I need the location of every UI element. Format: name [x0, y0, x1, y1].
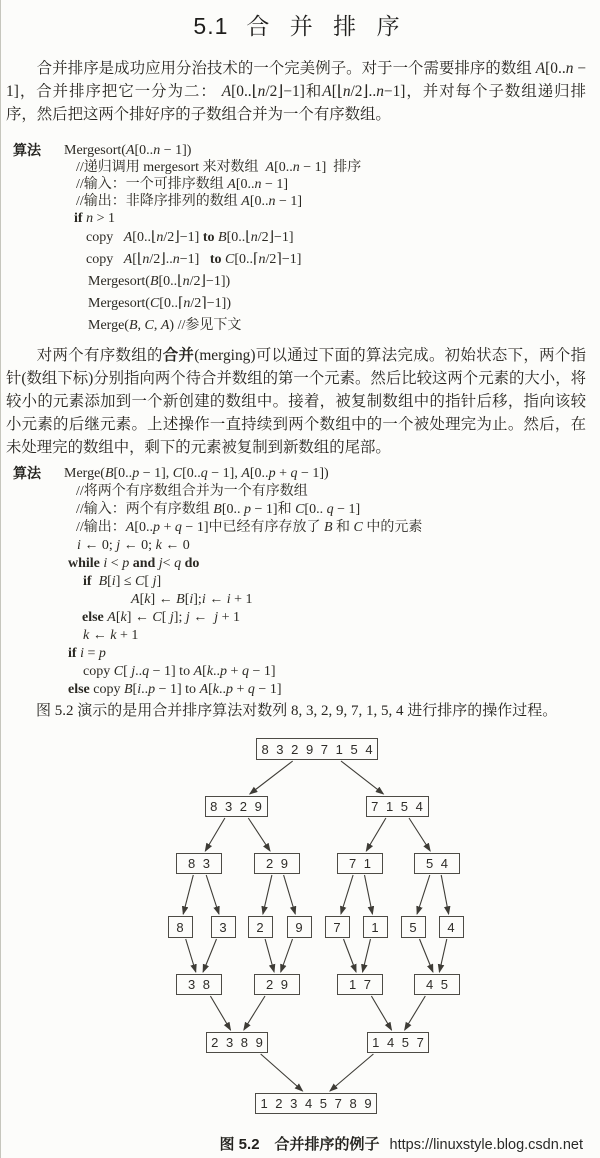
tree-edge-arrow	[365, 875, 373, 914]
paragraph-merging-description	[6, 344, 586, 459]
section-name: 合 并 排 序	[246, 13, 407, 39]
text-segment: [	[184, 592, 190, 607]
text-segment: B	[128, 318, 138, 333]
text-segment: +	[160, 520, 175, 535]
text-segment: p	[122, 556, 130, 571]
text-segment: Mergesort(	[88, 296, 150, 311]
text-segment: ];	[173, 610, 186, 625]
text-segment: [	[202, 664, 207, 679]
text-segment: A	[107, 610, 116, 625]
pseudocode-line	[0, 193, 600, 210]
tree-edge-arrow	[405, 996, 426, 1030]
tree-edge-arrow	[210, 996, 230, 1030]
tree-edge-arrow	[250, 761, 293, 794]
text-segment: A	[123, 252, 133, 267]
text-segment: [	[139, 592, 145, 607]
text-segment: n	[292, 160, 300, 175]
text-segment: p	[132, 466, 140, 481]
text-segment: n	[257, 83, 266, 100]
text-segment: B	[123, 682, 133, 697]
text-segment: =	[83, 646, 99, 661]
text-segment: A	[227, 177, 236, 192]
text-segment: /2⌉−1])	[190, 296, 231, 311]
text-segment: 合并	[162, 347, 195, 364]
section-number: 5.1	[193, 13, 229, 39]
text-segment: ←	[205, 592, 227, 607]
text-segment: p	[226, 682, 234, 697]
text-segment: j	[152, 574, 157, 589]
text-segment: n	[258, 252, 266, 267]
text-segment: copy	[93, 682, 124, 697]
tree-node: 1 4 5 7	[367, 1032, 429, 1053]
text-segment: − 1]	[248, 664, 276, 679]
text-segment: i	[111, 574, 116, 589]
text-segment: [0..	[134, 143, 154, 158]
text-segment: [0..⌈	[159, 296, 184, 311]
algorithm-mergesort-code	[0, 142, 600, 337]
text-segment: q	[174, 520, 182, 535]
text-segment: to	[209, 252, 225, 267]
text-segment: A	[193, 664, 203, 679]
text-segment: A	[123, 230, 133, 245]
text-segment: A	[160, 318, 170, 333]
text-segment: − 1]	[254, 682, 282, 697]
text-segment: [0..	[134, 520, 154, 535]
text-segment: 和	[332, 520, 354, 535]
text-segment: i	[80, 646, 84, 661]
algorithm-label: 算法	[13, 142, 41, 158]
tree-edge-arrow	[366, 818, 386, 851]
text-segment: n	[172, 252, 180, 267]
text-segment: − 1])	[297, 466, 329, 481]
tree-edge-arrow	[261, 1054, 303, 1091]
text-segment: − 1],	[207, 466, 242, 481]
text-segment: <	[162, 556, 175, 571]
text-segment: [0..⌊	[231, 83, 258, 100]
text-segment: −1]，并对每个子数组递归排序，然后把这两个排好序的子数组合并为一个有序数组。	[6, 83, 586, 123]
text-segment: ← 0;	[120, 538, 156, 553]
pseudocode-line	[0, 519, 600, 537]
text-segment: C	[113, 664, 124, 679]
pseudocode-line	[0, 210, 600, 227]
text-segment: Merge(	[88, 318, 129, 333]
pseudocode-line	[0, 271, 600, 293]
text-segment: [⌊	[132, 252, 143, 267]
pseudocode-line	[0, 293, 600, 315]
text-segment: ,	[153, 318, 161, 333]
text-segment: p	[268, 466, 276, 481]
text-segment: [0..	[304, 502, 327, 517]
text-segment: − 1] to	[155, 682, 200, 697]
text-segment: C	[144, 318, 154, 333]
pseudocode-line	[0, 681, 600, 699]
text-segment: q	[326, 502, 334, 517]
text-segment: [0..⌈	[234, 252, 259, 267]
tree-node: 1 7	[337, 974, 383, 995]
text-segment: i	[226, 592, 231, 607]
text-segment: ←	[189, 610, 215, 625]
text-segment: A	[241, 466, 250, 481]
algorithm-mergesort-block	[0, 142, 600, 337]
tree-node: 2	[248, 916, 273, 938]
text-segment: C	[225, 252, 235, 267]
text-segment: ] ≤	[115, 574, 136, 589]
text-segment: [0..	[249, 466, 269, 481]
tree-node: 5 4	[414, 853, 460, 874]
text-segment: ..	[213, 664, 221, 679]
text-segment: ,	[137, 318, 145, 333]
tree-edge-arrow	[439, 939, 446, 972]
text-segment: [0..⌊	[226, 230, 251, 245]
text-segment: − 1]和	[251, 502, 296, 517]
figure-caption-url: https://linuxstyle.blog.csdn.net	[389, 1137, 583, 1153]
tree-node: 1	[363, 916, 388, 938]
text-segment: −1]	[179, 252, 210, 267]
text-segment: //将两个有序数组合并为一个有序数组	[76, 484, 308, 499]
text-segment: copy	[86, 230, 124, 245]
text-segment: [	[144, 574, 153, 589]
tree-node: 7 1	[337, 853, 383, 874]
text-segment: /2⌉−1]	[265, 252, 302, 267]
tree-edge-arrow	[265, 939, 274, 972]
text-segment: − 1]	[261, 177, 289, 192]
text-segment: Merge(	[64, 466, 105, 481]
text-segment: p	[148, 682, 156, 697]
text-segment: [⌊	[331, 83, 343, 100]
pseudocode-line	[0, 501, 600, 519]
text-segment: n	[86, 211, 94, 226]
text-segment: q	[241, 664, 249, 679]
pseudocode-line	[0, 537, 600, 555]
pseudocode-line	[0, 663, 600, 681]
paragraph-figure-intro	[6, 700, 594, 723]
text-segment: i	[103, 556, 108, 571]
tree-node: 2 9	[254, 853, 300, 874]
text-segment: [	[208, 682, 213, 697]
tree-node: 8 3 2 9	[205, 796, 268, 817]
text-segment: A	[322, 83, 332, 100]
tree-edge-arrow	[244, 996, 265, 1030]
text-segment: B	[149, 274, 159, 289]
text-segment: 对两个有序数组的	[36, 347, 163, 364]
text-segment: B	[104, 466, 114, 481]
tree-edge-arrow	[417, 875, 430, 914]
pseudocode-line	[0, 142, 600, 159]
text-segment: 合并排序是成功应用分治技术的一个完美例子。对于一个需要排序的数组	[36, 60, 536, 77]
text-segment: j	[185, 610, 190, 625]
tree-edge-arrow	[248, 818, 270, 851]
text-segment: //递归调用 mergesort 来对数组	[76, 160, 266, 175]
text-segment: j	[158, 556, 163, 571]
tree-edge-arrow	[363, 939, 371, 972]
text-segment: [0..	[545, 60, 566, 77]
tree-edge-arrow	[284, 875, 296, 914]
text-segment: n	[565, 60, 574, 77]
tree-node: 2 3 8 9	[206, 1032, 268, 1053]
text-segment: n	[153, 143, 161, 158]
text-segment: [0..	[113, 466, 133, 481]
tree-edge-arrow	[281, 939, 293, 972]
text-segment: q	[174, 556, 182, 571]
tree-edge-arrow	[441, 875, 448, 914]
text-segment: n	[142, 252, 150, 267]
text-segment: else	[82, 610, 108, 625]
text-segment: [0..	[182, 466, 201, 481]
text-segment: k	[206, 664, 214, 679]
tree-node: 3	[211, 916, 236, 938]
text-segment: copy	[83, 664, 114, 679]
text-segment: q	[200, 466, 208, 481]
text-segment: C	[152, 610, 162, 625]
text-segment: B	[213, 502, 222, 517]
text-segment: ..	[219, 682, 227, 697]
algorithm-merge-block	[0, 465, 600, 699]
tree-edge-arrow	[341, 761, 383, 794]
pseudocode-line	[0, 227, 600, 249]
tree-edge-arrow	[371, 996, 391, 1030]
text-segment: [0..⌊	[158, 274, 183, 289]
text-segment: k	[83, 628, 90, 643]
text-segment: and	[132, 556, 159, 571]
text-segment: [0..	[274, 160, 293, 175]
text-segment: k	[155, 538, 162, 553]
text-segment: ..	[141, 682, 149, 697]
tree-node: 8 3 2 9 7 1 5 4	[256, 738, 378, 760]
tree-edge-arrow	[341, 875, 353, 914]
tree-node: 4 5	[414, 974, 460, 995]
tree-edge-arrow	[205, 818, 225, 851]
pseudocode-line	[0, 555, 600, 573]
algorithm-merge-code	[0, 465, 600, 699]
text-segment: [	[115, 610, 121, 625]
text-segment: A	[221, 83, 232, 100]
text-segment: − 1]，合并排序把它一分为二：	[6, 60, 586, 100]
text-segment: ) //参见下文	[169, 318, 242, 333]
text-segment: C	[295, 502, 305, 517]
text-segment: [0..⌊	[132, 230, 157, 245]
text-segment: q	[247, 682, 255, 697]
figure-caption	[220, 1133, 583, 1154]
text-segment: C	[353, 520, 363, 535]
pseudocode-line	[0, 159, 600, 176]
text-segment: Mergesort(	[88, 274, 150, 289]
pseudocode-line	[0, 591, 600, 609]
tree-edge-arrow	[330, 1054, 373, 1091]
text-segment: A	[265, 160, 275, 175]
tree-edge-arrow	[206, 875, 219, 914]
text-segment: /2⌋−1])	[189, 274, 231, 289]
text-segment: A	[131, 592, 140, 607]
tree-edge-arrow	[344, 939, 357, 972]
text-segment: while	[68, 556, 104, 571]
pseudocode-line	[0, 645, 600, 663]
text-segment: +	[275, 466, 291, 481]
paragraph-mergesort-intro	[6, 57, 586, 126]
text-segment: + 1	[230, 592, 253, 607]
tree-node: 2 9	[254, 974, 300, 995]
pseudocode-line	[0, 315, 600, 337]
tree-node: 7	[325, 916, 350, 938]
algorithm-label: 算法	[13, 465, 41, 481]
text-segment: //输入：两个有序数组	[76, 502, 214, 517]
text-segment: ] ←	[126, 610, 153, 625]
text-segment: +	[227, 664, 242, 679]
tree-edge-arrow	[420, 939, 433, 972]
text-segment: n	[254, 177, 262, 192]
text-segment: B	[323, 520, 333, 535]
text-segment: Mergesort(	[64, 143, 126, 158]
text-segment: 中的元素	[362, 520, 423, 535]
tree-node: 8 3	[176, 853, 222, 874]
text-segment: do	[184, 556, 200, 571]
text-segment: j	[116, 538, 121, 553]
text-segment: + 1	[218, 610, 241, 625]
text-segment: if	[74, 211, 87, 226]
text-segment: k	[120, 610, 127, 625]
tree-node: 9	[287, 916, 312, 938]
section-title	[0, 8, 600, 41]
pseudocode-line	[0, 176, 600, 193]
text-segment: A	[199, 682, 209, 697]
text-segment: n	[182, 274, 190, 289]
text-segment: p	[153, 520, 161, 535]
text-segment: − 1],	[139, 466, 173, 481]
text-segment: /2⌋−1]和	[265, 83, 323, 100]
text-segment: //输出：	[76, 520, 126, 535]
text-segment: q	[290, 466, 298, 481]
text-segment: [	[123, 664, 132, 679]
text-segment: + 1	[116, 628, 139, 643]
text-segment: − 1])	[160, 143, 192, 158]
tree-edge-arrow	[263, 875, 272, 914]
text-segment: //输出：非降序排列的数组	[76, 194, 242, 209]
text-segment: C	[172, 466, 183, 481]
text-segment: n	[268, 194, 276, 209]
text-segment: A	[535, 60, 546, 77]
text-segment: B	[98, 574, 108, 589]
text-segment: +	[233, 682, 248, 697]
text-segment: [0..	[249, 194, 269, 209]
text-segment: j	[131, 664, 136, 679]
text-segment: if	[83, 574, 99, 589]
pseudocode-line	[0, 483, 600, 501]
text-segment: if	[68, 646, 81, 661]
text-segment: j	[214, 610, 219, 625]
pseudocode-line	[0, 573, 600, 591]
text-segment: q	[142, 664, 150, 679]
text-segment: B	[176, 592, 185, 607]
text-segment: p	[220, 664, 228, 679]
tree-node: 4	[439, 916, 464, 938]
text-segment: n	[156, 230, 164, 245]
text-segment: ←	[89, 628, 111, 643]
tree-edge-arrow	[183, 875, 193, 914]
text-segment: [	[107, 574, 112, 589]
text-segment: j	[169, 610, 174, 625]
text-segment: − 1]中已经有序存放了	[181, 520, 324, 535]
tree-node: 1 2 3 4 5 7 8 9	[255, 1093, 377, 1114]
text-segment: − 1]	[275, 194, 303, 209]
text-segment: > 1	[93, 211, 115, 226]
text-segment: [0..	[235, 177, 255, 192]
tree-edge-arrow	[409, 818, 430, 851]
text-segment: − 1] 排序	[299, 160, 362, 175]
text-segment: i	[77, 538, 81, 553]
text-segment: /2⌋..	[350, 83, 377, 100]
figure-caption-text: 图 5.2 合并排序的例子	[219, 1136, 380, 1153]
text-segment: k	[144, 592, 151, 607]
pseudocode-line	[0, 627, 600, 645]
text-segment: ..	[135, 664, 143, 679]
text-segment: k	[110, 628, 117, 643]
text-segment: n	[183, 296, 191, 311]
tree-node: 7 1 5 4	[366, 796, 429, 817]
text-segment: /2⌋..	[149, 252, 173, 267]
text-segment: A	[125, 143, 135, 158]
text-segment: /2⌋−1]	[257, 230, 294, 245]
text-segment: A	[241, 194, 250, 209]
text-segment: p	[98, 646, 106, 661]
text-segment: A	[125, 520, 135, 535]
text-segment: C	[149, 296, 160, 311]
pseudocode-line	[0, 609, 600, 627]
text-segment: ]	[156, 574, 162, 589]
text-segment: //输入：一个可排序数组	[76, 177, 228, 192]
text-segment: i	[201, 592, 206, 607]
tree-node: 5	[401, 916, 426, 938]
text-segment: ← 0;	[80, 538, 117, 553]
text-segment: B	[218, 230, 227, 245]
text-segment: ← 0	[161, 538, 190, 553]
text-segment: ] ←	[150, 592, 177, 607]
text-segment: [	[132, 682, 138, 697]
text-segment: i	[137, 682, 142, 697]
text-segment: 图 5.2 演示的是用合并排序算法对数列 8, 3, 2, 9, 7, 1, 5, 4 进行排序的操作过程。	[36, 703, 558, 719]
tree-edge-arrow	[186, 939, 196, 972]
text-segment: /2⌋−1]	[163, 230, 203, 245]
text-segment: C	[135, 574, 145, 589]
text-segment: to	[202, 230, 218, 245]
tree-node: 3 8	[176, 974, 222, 995]
text-segment: <	[107, 556, 123, 571]
tree-edge-arrow	[203, 939, 216, 972]
pseudocode-line	[0, 249, 600, 271]
text-segment: − 1]	[333, 502, 361, 517]
text-segment: i	[189, 592, 194, 607]
text-segment: else	[68, 682, 94, 697]
text-segment: [	[161, 610, 170, 625]
text-segment: k	[212, 682, 220, 697]
text-segment: n	[376, 83, 384, 100]
text-segment: (merging)可以通过下面的算法完成。初始状态下，两个指针(数组下标)分别指向两个待合并数组的第一个元素。然后比较这两个元素的大小，将较小的元素添加到一个新创建的数组中。接着，被复制数组中的指针后移，指向该较小元素的后继元素。上述操作一直持续到两个数组中的一个被处理完为止。然后，在未处理完的数组中，剩下的元素被复制到新数组的尾部。	[6, 347, 586, 456]
text-segment: ];	[193, 592, 202, 607]
pseudocode-line	[0, 465, 600, 483]
tree-node: 8	[168, 916, 193, 938]
text-segment: p	[244, 502, 252, 517]
text-segment: n	[342, 83, 351, 100]
text-segment: copy	[86, 252, 124, 267]
text-segment: [0..	[221, 502, 245, 517]
text-segment: − 1] to	[149, 664, 194, 679]
text-segment: n	[250, 230, 258, 245]
